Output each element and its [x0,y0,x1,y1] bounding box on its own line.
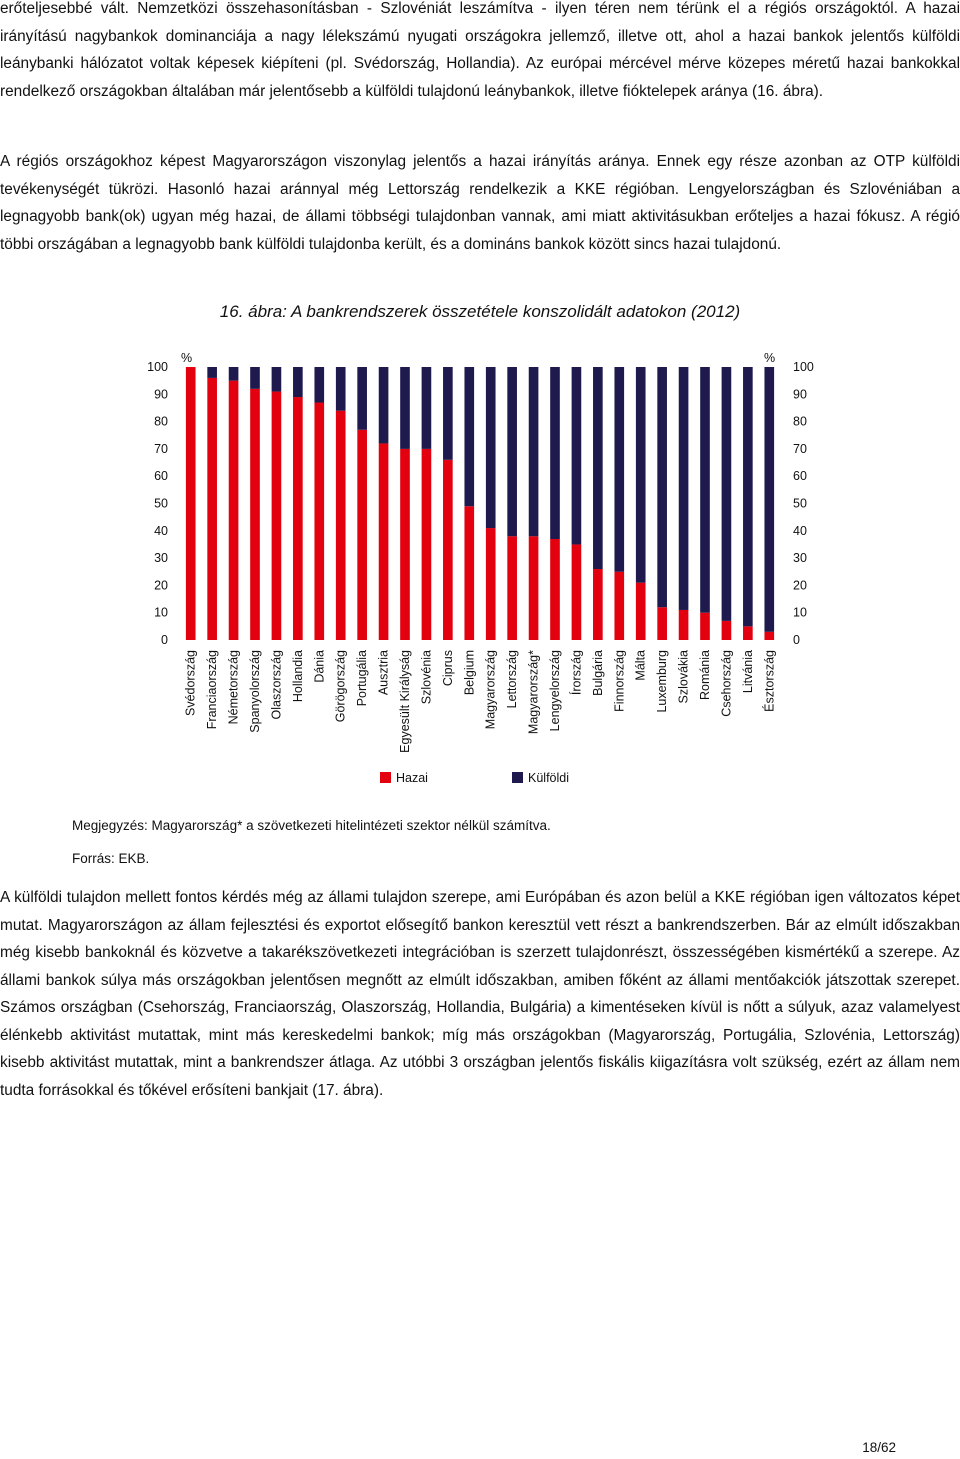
y-tick-left: 10 [154,605,168,620]
y-tick-right: 80 [793,414,807,429]
bar-hazai [593,569,603,640]
x-tick-label: Lengyelország [548,650,562,732]
x-tick-label: Dánia [312,650,327,683]
y-tick-left: 70 [154,441,168,456]
bar-kulfoldi [636,367,646,583]
x-tick-label: Ciprus [440,650,455,687]
bar-kulfoldi [614,367,624,572]
y-tick-left: 20 [154,578,168,593]
figure-source: Forrás: EKB. [72,851,150,866]
x-tick-label: Írország [569,650,584,696]
y-unit-left: % [181,351,193,365]
bar-kulfoldi [443,367,453,460]
bar-hazai [572,544,582,640]
x-tick-label: Finnország [612,650,627,712]
bar-hazai [229,381,239,640]
paragraph-3: A külföldi tulajdon mellett fontos kérdés még az állami tulajdon szerepe, ami Európában és azon belül a KKE régióban igen változatos képet mutat. Magyarországon az állam fejlesztési és exportot elősegítő bankon keresztül vett részt a bankrendszerben. Bár az elmúlt időszakban még kisebb bankoknál és közvetve a takarékszövetkezeti integrációban is szerzett tulajdonrészt, összességében kismértékű a szerepe. Az állami bankok súlya más országokban jelentősen megnőtt az elmúlt időszakban, amiben főként az állami mentőakciók játszottak szerepet. Számos országban (Csehország, Franciaország, Olaszország, Hollandia, Bulgária) a kimentéseken kívül is nőtt a súlyuk, azaz valamelyest élénkebb aktivitást mutattak, mint más kereskedelmi bankok; míg más országokban (Magyarország, Portugália, Szlovénia, Lettország) kisebb aktivitást mutattak, mint a bankrendszer átlaga. Az utóbbi 3 országban jelentős fiskális kiigazításra volt szükség, ezért az állam nem tudta forrásokkal és tőkével erősíteni bankjait (17. ábra). [0,889,960,1099]
x-tick-label: Németország [226,650,241,725]
x-tick-label: Luxemburg [655,650,670,713]
bar-kulfoldi [764,367,774,632]
x-tick-label: Görögország [333,650,348,723]
bar-kulfoldi [743,367,753,626]
y-tick-left: 30 [154,551,168,566]
x-tick-label: Szlovákia [676,650,691,704]
x-tick-label: Portugália [355,650,370,707]
bar-hazai [464,506,474,640]
x-tick-label: Csehország [719,650,734,717]
bar-hazai [207,378,217,640]
bar-hazai [336,411,346,640]
x-tick-label: Egyesült Királyság [398,650,412,753]
y-tick-right: 100 [793,360,814,374]
paragraph-2: A régiós országokhoz képest Magyarországon viszonylag jelentős a hazai irányítás aránya. Ennek egy része azonban az OTP külföldi tevékenységét tükrözi. Hasonló hazai aránnyal még Lettország rendelkezik a KKE régióban. Lengyelországban és Szlovéniában a legnagyobb bank(ok) ugyan még hazai, de állami többségi tulajdonban vannak, ami miatt aktivitásukban erőteljes a hazai fókusz. A régió többi országában a legnagyobb bank külföldi tulajdonba került, és a domináns bankok között sincs hazai tulajdonú. [0,153,960,253]
bar-kulfoldi [379,367,389,443]
y-unit-right: % [764,351,776,365]
bar-kulfoldi [422,367,432,449]
bar-hazai [614,572,624,640]
x-tick-label: Olaszország [269,650,284,720]
x-tick-label: Észtország [762,650,777,712]
y-tick-right: 10 [793,605,807,620]
bar-kulfoldi [722,367,732,621]
bar-hazai [443,460,453,640]
bar-hazai [272,392,282,640]
y-tick-right: 30 [793,551,807,566]
x-tick-label: Hollandia [290,650,305,703]
bar-kulfoldi [314,367,324,402]
x-tick-label: Magyarország [483,650,498,730]
bar-hazai [379,443,389,640]
bar-kulfoldi [486,367,496,528]
bar-hazai [529,536,539,640]
bar-kulfoldi [250,367,260,389]
x-tick-label: Ausztria [376,650,391,696]
bar-kulfoldi [507,367,517,536]
bar-hazai [550,539,560,640]
bar-hazai [314,402,324,640]
bar-hazai [186,367,196,640]
y-tick-right: 50 [793,496,807,511]
y-tick-left: 90 [154,387,168,402]
bar-hazai [764,632,774,640]
bar-hazai [636,583,646,640]
figure-title: 16. ábra: A bankrendszerek összetétele konszolidált adatokon (2012) [219,302,741,321]
bar-kulfoldi [593,367,603,569]
bar-kulfoldi [336,367,346,411]
x-tick-label: Franciaország [205,650,220,730]
bar-kulfoldi [207,367,217,378]
x-tick-label: Spanyolország [248,650,262,733]
x-tick-label: Románia [698,650,712,701]
bar-kulfoldi [272,367,282,392]
bar-kulfoldi [464,367,474,506]
bar-hazai [250,389,260,640]
bar-hazai [743,626,753,640]
bar-kulfoldi [572,367,582,544]
y-tick-right: 70 [793,441,807,456]
bar-hazai [722,621,732,640]
paragraph-1: erőteljesebbé vált. Nemzetközi összehasonításban - Szlovéniát leszámítva - ilyen téren nem térünk el a régiós országoktól. A hazai irányítású nagybankok dominanciája a nagy lélekszámú nyugati országokra jellemző, illetve ott, ahol a hazai bankok jelentős külföldi leánybanki hálózatot voltak képesek kiépíteni (pl. Svédország, Hollandia). Az európai mércével mérve közepes méretű hazai bankokkal rendelkező országokban általában már jelentősebb a külföldi tulajdonú leánybankok, illetve fióktelepek aránya (16. ábra). [0,0,960,100]
bar-hazai [357,430,367,640]
bar-kulfoldi [679,367,689,610]
bar-hazai [679,610,689,640]
legend-swatch-kulfoldi [512,772,523,783]
y-tick-left: 40 [154,523,168,538]
y-tick-right: 90 [793,387,807,402]
bar-hazai [400,449,410,640]
bar-kulfoldi [357,367,367,430]
x-tick-label: Magyarország* [526,650,541,735]
y-tick-left: 80 [154,414,168,429]
bar-kulfoldi [700,367,710,613]
x-tick-label: Bulgária [590,650,605,696]
page-number: 18/62 [862,1440,896,1455]
bar-hazai [293,397,303,640]
legend-label-kulfoldi: Külföldi [528,771,569,785]
bar-kulfoldi [400,367,410,449]
x-tick-label: Litvánia [740,650,755,694]
bar-hazai [700,613,710,640]
y-tick-left: 60 [154,469,168,484]
x-tick-label: Lettország [505,650,520,709]
x-tick-label: Málta [633,650,648,681]
x-tick-label: Svédország [183,650,198,717]
bar-hazai [507,536,517,640]
bar-kulfoldi [529,367,539,536]
stacked-bar-chart [0,340,960,810]
bar-hazai [657,607,667,640]
bar-kulfoldi [293,367,303,397]
figure-note: Megjegyzés: Magyarország* a szövetkezeti hitelintézeti szektor nélkül számítva. [72,818,551,833]
y-tick-right: 40 [793,523,807,538]
bar-kulfoldi [229,367,239,381]
bar-hazai [486,528,496,640]
y-tick-left: 0 [161,633,168,647]
y-tick-right: 60 [793,469,807,484]
x-tick-label: Szlovénia [419,650,434,705]
y-tick-right: 20 [793,578,807,593]
y-tick-left: 50 [154,496,168,511]
y-tick-right: 0 [793,633,800,647]
legend-swatch-hazai [380,772,391,783]
bar-kulfoldi [550,367,560,539]
x-tick-label: Belgium [462,650,477,696]
bar-kulfoldi [657,367,667,607]
bar-hazai [422,449,432,640]
legend-label-hazai: Hazai [396,771,428,785]
y-tick-left: 100 [147,360,168,374]
